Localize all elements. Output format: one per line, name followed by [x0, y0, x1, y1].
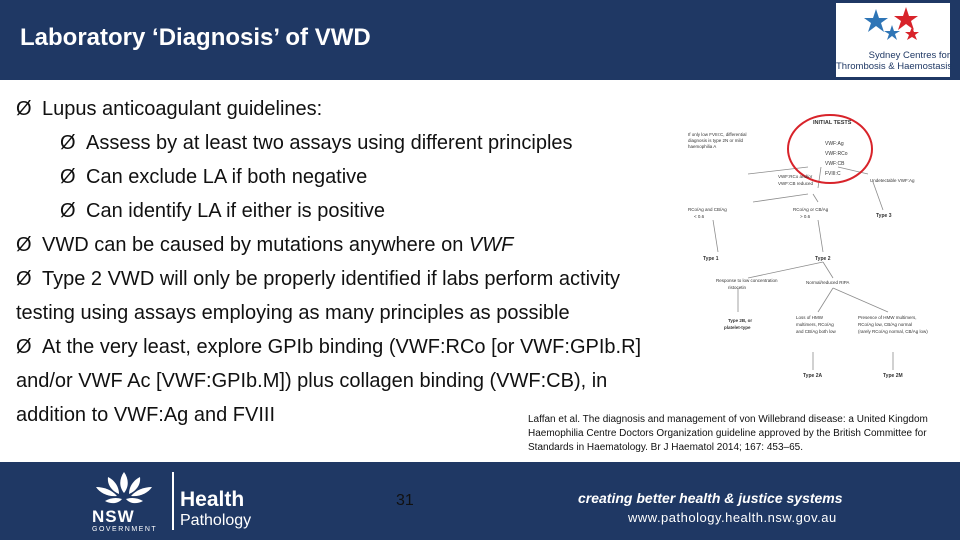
gene-name: VWF: [468, 234, 514, 256]
flow-test-fviii: FVIII:C: [825, 171, 841, 177]
bullet-gpib-continued-2: addition to VWF:Ag and FVIII: [16, 404, 276, 426]
arrow-bullet-icon: Ø: [16, 336, 32, 358]
bullet-type2-continued: testing using assays employing as many principles as possible: [16, 302, 570, 324]
logo-line-1: Sydney Centres for: [868, 50, 950, 61]
bullet-list: [16, 92, 716, 432]
flow-initial-tests: INITIAL TESTS: [813, 120, 852, 126]
flow-type2b-2: platelet-type: [724, 325, 751, 330]
nsw-wordmark: NSW: [92, 507, 135, 526]
diagnostic-flowchart: [688, 112, 928, 392]
slide-title: Laboratory ‘Diagnosis’ of VWD: [20, 24, 371, 51]
government-wordmark: GOVERNMENT: [92, 526, 158, 533]
flow-left-note-3: haemophilia A: [688, 144, 717, 149]
flow-low-ripa-1: Response to low concentration: [716, 278, 778, 283]
flow-hmw-present-2: RCo/Ag low, CB/Ag normal: [858, 322, 913, 327]
flow-type2m: Type 2M: [883, 373, 903, 379]
bullet-gpib: [16, 330, 716, 364]
bullet-type2: [16, 262, 716, 296]
footer-divider: [172, 472, 174, 530]
flow-test-cb: VWF:CB: [825, 161, 845, 167]
header-bar: [0, 0, 960, 80]
bullet-vwd-mutations: [16, 228, 716, 262]
bullet-text: Assess by at least two assays using different principles: [86, 132, 573, 154]
page-number: 31: [396, 492, 414, 509]
health-wordmark: Health: [180, 488, 245, 511]
flow-type1: Type 1: [703, 256, 719, 262]
bullet-gpib-continued-1: and/or VWF Ac [VWF:GPIb.M]) plus collagen binding (VWF:CB), in: [16, 370, 608, 392]
flow-test-rco: VWF:RCo: [825, 151, 848, 157]
bullet-text: Can exclude LA if both negative: [86, 166, 368, 188]
bullet-assess: [60, 126, 716, 160]
bullet-text: Can identify LA if either is positive: [86, 200, 386, 222]
footer-tagline: creating better health & justice systems: [578, 490, 843, 506]
flow-normal-ripa: Normal/reduced RIPA: [806, 280, 850, 285]
bullet-text: Lupus anticoagulant guidelines:: [42, 98, 323, 120]
flow-hmw-present-1: Presence of HMW multimers,: [858, 315, 917, 320]
sydney-centres-logo: [836, 3, 953, 77]
bullet-exclude: [60, 160, 716, 194]
waratah-icon: [88, 470, 160, 510]
flowchart-connectors: [713, 167, 893, 370]
footer-website: www.pathology.health.nsw.gov.au: [628, 510, 837, 525]
flow-left-note-1: If only low FVIII:C, differential: [688, 132, 747, 137]
bullet-lupus: [16, 92, 716, 126]
flow-type2b-1: Type 2B, or: [728, 318, 753, 323]
flow-type3: Type 3: [876, 213, 892, 219]
bullet-text: At the very least, explore GPIb binding (VWF:RCo [or VWF:GPIb.R]: [42, 336, 642, 358]
arrow-bullet-icon: Ø: [60, 200, 76, 222]
flow-left-note-2: diagnosis is type 2N or mild: [688, 138, 744, 143]
arrow-bullet-icon: Ø: [60, 166, 76, 188]
flow-rco-reduced-2: VWF:CB reduced: [778, 181, 814, 186]
arrow-bullet-icon: Ø: [16, 268, 32, 290]
flow-type2a: Type 2A: [803, 373, 823, 379]
flow-type2: Type 2: [815, 256, 831, 262]
flow-hmw-loss-2: multimers, RCo/Ag: [796, 322, 834, 327]
flow-undetectable: Undetectable VWF:Ag: [870, 178, 915, 183]
arrow-bullet-icon: Ø: [16, 98, 32, 120]
footer-bar: [0, 462, 960, 540]
bullet-identify: [60, 194, 716, 228]
logo-line-2: Thrombosis & Haemostasis: [836, 61, 953, 72]
flow-test-ag: VWF:Ag: [825, 141, 844, 147]
flow-hmw-loss-1: Loss of HMW: [796, 315, 824, 320]
arrow-bullet-icon: Ø: [16, 234, 32, 256]
bullet-text: VWD can be caused by mutations anywhere on: [42, 234, 464, 256]
star-cluster-icon: [862, 5, 924, 47]
flow-ratio-low-1: RCo/Ag and CB/Ag: [688, 207, 727, 212]
flow-ratio-high-2: > 0.6: [800, 214, 811, 219]
flow-hmw-loss-3: and CB/Ag both low: [796, 329, 836, 334]
flow-low-ripa-2: ristocetin: [728, 285, 747, 290]
flow-ratio-low-2: < 0.6: [694, 214, 705, 219]
pathology-wordmark: Pathology: [180, 512, 252, 529]
citation-reference: Laffan et al. The diagnosis and management of von Willebrand disease: a United Kingdom Haemophilia Centre Doctors Organization guideline approved by the British Committee for Standards in Haematology. Br J Haematol 2014; 167: 453–65.: [528, 414, 928, 453]
flow-ratio-high-1: RCo/Ag or CB/Ag: [793, 207, 829, 212]
bullet-text: Type 2 VWD will only be properly identified if labs perform activity: [42, 268, 621, 290]
flow-rco-reduced-1: VWF:RCo and/or: [778, 174, 813, 179]
flow-hmw-present-3: (rarely RCo/Ag normal, CB/Ag low): [858, 329, 928, 334]
arrow-bullet-icon: Ø: [60, 132, 76, 154]
